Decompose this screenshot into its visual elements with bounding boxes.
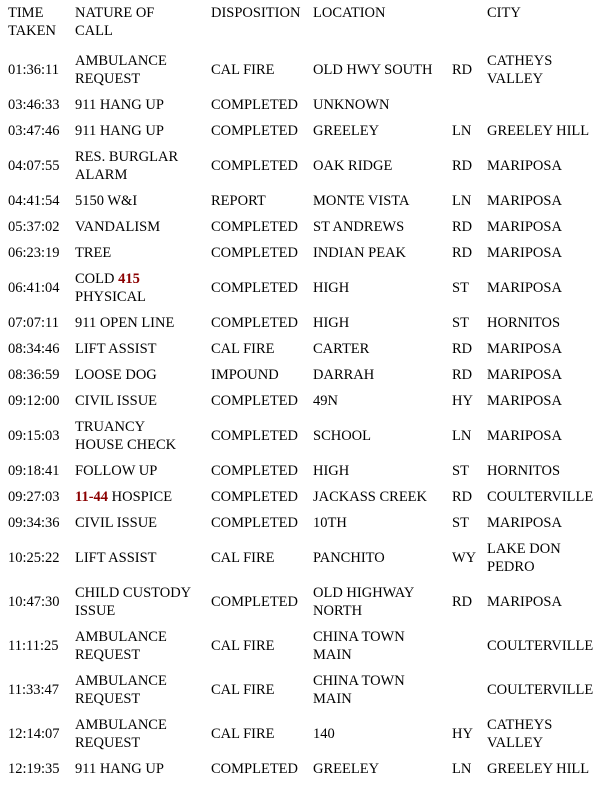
call-city: [487, 118, 614, 144]
call-street-suffix: RD: [452, 245, 473, 261]
call-city-text: MARIPOSA: [487, 280, 562, 296]
call-nature-text: REQUEST: [75, 691, 141, 707]
header-time-line2: TAKEN: [8, 23, 56, 39]
call-city-text: COULTERVILLE: [487, 489, 594, 505]
table-row: [0, 48, 614, 92]
call-location: [313, 144, 452, 188]
header-suffix: [452, 4, 487, 48]
call-street-suffix: HY: [452, 393, 473, 409]
table-row: [0, 668, 614, 712]
call-city: [487, 188, 614, 214]
call-location-text: MAIN: [313, 647, 352, 663]
call-location-text: NORTH: [313, 603, 363, 619]
call-time: 09:34:36: [8, 515, 60, 531]
call-location-text: MONTE VISTA: [313, 193, 410, 209]
call-nature-text: PHYSICAL: [75, 289, 146, 305]
call-nature-text: COLD: [75, 271, 119, 287]
call-city-text: VALLEY: [487, 71, 544, 87]
call-city: [487, 48, 614, 92]
call-nature-text: CIVIL ISSUE: [75, 393, 158, 409]
call-street-suffix: ST: [452, 463, 469, 479]
table-row: [0, 712, 614, 756]
call-street-suffix: RD: [452, 62, 473, 78]
call-street-suffix: LN: [452, 123, 472, 139]
call-time: 10:47:30: [8, 594, 60, 610]
call-nature-text: AMBULANCE: [75, 53, 167, 69]
call-nature-text: AMBULANCE: [75, 717, 167, 733]
table-row: [0, 362, 614, 388]
call-time: 03:47:46: [8, 123, 60, 139]
call-disposition: COMPLETED: [211, 158, 298, 174]
call-street-suffix: [452, 624, 487, 668]
call-disposition: COMPLETED: [211, 594, 298, 610]
call-city: [487, 624, 614, 668]
call-location: [313, 510, 452, 536]
call-nature-text: ALARM: [75, 167, 128, 183]
call-location: [313, 712, 452, 756]
call-nature: [75, 310, 211, 336]
call-city-text: COULTERVILLE: [487, 638, 594, 654]
call-location: [313, 118, 452, 144]
call-nature: [75, 458, 211, 484]
call-location-text: OAK RIDGE: [313, 158, 393, 174]
table-row: [0, 580, 614, 624]
call-nature-text: LIFT ASSIST: [75, 550, 157, 566]
call-location-text: INDIAN PEAK: [313, 245, 407, 261]
call-location: [313, 388, 452, 414]
header-disposition: DISPOSITION: [211, 5, 301, 21]
call-city-text: MARIPOSA: [487, 428, 562, 444]
call-location-text: GREELEY: [313, 123, 380, 139]
call-nature-text: 911 HANG UP: [75, 97, 164, 113]
call-city-text: GREELEY HILL: [487, 123, 590, 139]
table-row: [0, 266, 614, 310]
table-row: [0, 536, 614, 580]
call-nature-text: CIVIL ISSUE: [75, 515, 158, 531]
call-city: [487, 214, 614, 240]
call-city-text: GREELEY HILL: [487, 761, 590, 777]
call-city: [487, 580, 614, 624]
call-nature: [75, 388, 211, 414]
header-row: [0, 4, 614, 48]
call-location-text: UNKNOWN: [313, 97, 390, 113]
call-disposition: COMPLETED: [211, 219, 298, 235]
call-log-table: [0, 4, 614, 782]
call-city: [487, 414, 614, 458]
call-disposition: COMPLETED: [211, 489, 298, 505]
call-time: 08:36:59: [8, 367, 60, 383]
call-street-suffix: [452, 668, 487, 712]
call-city-text: MARIPOSA: [487, 367, 562, 383]
call-disposition: CAL FIRE: [211, 682, 275, 698]
call-location-text: SCHOOL: [313, 428, 372, 444]
call-city-text: PEDRO: [487, 559, 535, 575]
call-location: [313, 756, 452, 782]
call-city: [487, 510, 614, 536]
call-location-text: HIGH: [313, 463, 350, 479]
call-location-text: OLD HWY SOUTH: [313, 62, 433, 78]
call-city: [487, 240, 614, 266]
call-nature: [75, 266, 211, 310]
call-time: 04:41:54: [8, 193, 60, 209]
call-nature: [75, 336, 211, 362]
table-row: [0, 188, 614, 214]
call-city-text: MARIPOSA: [487, 219, 562, 235]
call-city: [487, 536, 614, 580]
call-street-suffix: [452, 92, 487, 118]
call-city-text: MARIPOSA: [487, 341, 562, 357]
call-nature-text: CHILD CUSTODY: [75, 585, 192, 601]
call-log: [0, 4, 614, 794]
table-row: [0, 458, 614, 484]
header-location: LOCATION: [313, 5, 386, 21]
header-nature-line2: CALL: [75, 23, 113, 39]
call-city: [487, 484, 614, 510]
table-row: [0, 388, 614, 414]
call-location: [313, 188, 452, 214]
call-time: 03:46:33: [8, 97, 60, 113]
call-disposition: COMPLETED: [211, 245, 298, 261]
call-nature-text: 911 HANG UP: [75, 761, 164, 777]
call-disposition: REPORT: [211, 193, 266, 209]
call-city-text: CATHEYS: [487, 53, 553, 69]
call-disposition: CAL FIRE: [211, 726, 275, 742]
call-location-text: CHINA TOWN: [313, 673, 405, 689]
call-disposition: COMPLETED: [211, 315, 298, 331]
call-street-suffix: LN: [452, 193, 472, 209]
call-city-text: HORNITOS: [487, 463, 561, 479]
call-time: 08:34:46: [8, 341, 60, 357]
header-nature-line1: NATURE OF: [75, 5, 155, 21]
call-disposition: CAL FIRE: [211, 341, 275, 357]
call-time: 09:18:41: [8, 463, 60, 479]
call-time: 06:41:04: [8, 280, 60, 296]
call-street-suffix: RD: [452, 341, 473, 357]
call-nature: [75, 144, 211, 188]
call-location-text: DARRAH: [313, 367, 375, 383]
call-nature-text: REQUEST: [75, 735, 141, 751]
call-location: [313, 458, 452, 484]
call-disposition: IMPOUND: [211, 367, 279, 383]
call-location: [313, 240, 452, 266]
call-nature-text: LIFT ASSIST: [75, 341, 157, 357]
table-row: [0, 310, 614, 336]
call-city-text: LAKE DON: [487, 541, 561, 557]
call-location-text: GREELEY: [313, 761, 380, 777]
call-location-text: PANCHITO: [313, 550, 385, 566]
call-location: [313, 414, 452, 458]
call-time: 07:07:11: [8, 315, 60, 331]
call-nature: [75, 240, 211, 266]
table-row: [0, 144, 614, 188]
call-nature: [75, 362, 211, 388]
call-disposition: COMPLETED: [211, 123, 298, 139]
call-nature-text: 911 HANG UP: [75, 123, 164, 139]
call-time: 01:36:11: [8, 62, 60, 78]
header-city: CITY: [487, 5, 521, 21]
call-location: [313, 310, 452, 336]
call-time: 09:12:00: [8, 393, 60, 409]
call-location: [313, 484, 452, 510]
call-city-text: MARIPOSA: [487, 393, 562, 409]
call-nature-text: REQUEST: [75, 647, 141, 663]
call-city-text: MARIPOSA: [487, 245, 562, 261]
call-time: 06:23:19: [8, 245, 60, 261]
call-nature: [75, 668, 211, 712]
call-nature-text: AMBULANCE: [75, 673, 167, 689]
call-time: 11:33:47: [8, 682, 60, 698]
call-street-suffix: ST: [452, 315, 469, 331]
call-time: 11:11:25: [8, 638, 59, 654]
call-location-text: CHINA TOWN: [313, 629, 405, 645]
call-street-suffix: RD: [452, 489, 473, 505]
call-location: [313, 624, 452, 668]
call-location: [313, 48, 452, 92]
call-nature: [75, 48, 211, 92]
call-city: [487, 310, 614, 336]
call-nature: [75, 118, 211, 144]
call-nature: [75, 536, 211, 580]
call-location-text: CARTER: [313, 341, 370, 357]
call-time: 12:14:07: [8, 726, 60, 742]
header-nature: [75, 4, 211, 48]
call-location-text: MAIN: [313, 691, 352, 707]
table-row: [0, 624, 614, 668]
call-nature: [75, 580, 211, 624]
table-row: [0, 214, 614, 240]
call-street-suffix: HY: [452, 726, 473, 742]
call-location-text: HIGH: [313, 280, 350, 296]
call-location: [313, 580, 452, 624]
call-disposition: CAL FIRE: [211, 550, 275, 566]
call-city: [487, 266, 614, 310]
call-city: [487, 668, 614, 712]
call-nature-text: 911 OPEN LINE: [75, 315, 175, 331]
call-nature: [75, 484, 211, 510]
table-row: [0, 118, 614, 144]
call-disposition: CAL FIRE: [211, 62, 275, 78]
call-street-suffix: RD: [452, 158, 473, 174]
call-log-body: [0, 48, 614, 782]
call-location: [313, 362, 452, 388]
call-nature-text: LOOSE DOG: [75, 367, 157, 383]
call-nature-text: REQUEST: [75, 71, 141, 87]
call-disposition: COMPLETED: [211, 761, 298, 777]
call-city: [487, 336, 614, 362]
call-nature-text: 5150 W&I: [75, 193, 138, 209]
call-nature: [75, 712, 211, 756]
call-code: 415: [118, 271, 140, 287]
call-city-text: COULTERVILLE: [487, 682, 594, 698]
call-location-text: JACKASS CREEK: [313, 489, 428, 505]
table-row: [0, 240, 614, 266]
call-nature-text: VANDALISM: [75, 219, 161, 235]
call-code: 11-44: [75, 489, 109, 505]
call-city-text: VALLEY: [487, 735, 544, 751]
call-nature-text: AMBULANCE: [75, 629, 167, 645]
call-location-text: 10TH: [313, 515, 347, 531]
call-street-suffix: RD: [452, 219, 473, 235]
call-disposition: CAL FIRE: [211, 638, 275, 654]
table-row: [0, 92, 614, 118]
call-nature-text: TREE: [75, 245, 112, 261]
call-time: 05:37:02: [8, 219, 60, 235]
call-city: [487, 712, 614, 756]
header-time: [0, 4, 75, 48]
call-location: [313, 336, 452, 362]
call-location: [313, 92, 452, 118]
call-disposition: COMPLETED: [211, 463, 298, 479]
call-disposition: COMPLETED: [211, 515, 298, 531]
call-location: [313, 214, 452, 240]
call-nature: [75, 414, 211, 458]
call-disposition: COMPLETED: [211, 393, 298, 409]
call-city: [487, 92, 614, 118]
call-location-text: ST ANDREWS: [313, 219, 405, 235]
call-city-text: MARIPOSA: [487, 594, 562, 610]
call-street-suffix: LN: [452, 761, 472, 777]
call-location: [313, 536, 452, 580]
table-row: [0, 510, 614, 536]
table-row: [0, 756, 614, 782]
call-nature-text: TRUANCY: [75, 419, 146, 435]
call-street-suffix: WY: [452, 550, 477, 566]
table-row: [0, 336, 614, 362]
call-nature: [75, 214, 211, 240]
table-row: [0, 414, 614, 458]
call-city: [487, 144, 614, 188]
call-city-text: MARIPOSA: [487, 515, 562, 531]
call-nature-text: FOLLOW UP: [75, 463, 158, 479]
call-time: 04:07:55: [8, 158, 60, 174]
call-disposition: COMPLETED: [211, 428, 298, 444]
call-city-text: MARIPOSA: [487, 158, 562, 174]
call-city: [487, 388, 614, 414]
call-nature-text: ISSUE: [75, 603, 116, 619]
call-location-text: HIGH: [313, 315, 350, 331]
call-nature-text: HOSPICE: [108, 489, 173, 505]
header-time-line1: TIME: [8, 5, 44, 21]
call-city-text: MARIPOSA: [487, 193, 562, 209]
call-city-text: CATHEYS: [487, 717, 553, 733]
call-street-suffix: ST: [452, 280, 469, 296]
call-city: [487, 756, 614, 782]
call-city: [487, 458, 614, 484]
call-city-text: HORNITOS: [487, 315, 561, 331]
call-nature: [75, 510, 211, 536]
call-time: 12:19:35: [8, 761, 60, 777]
call-time: 09:27:03: [8, 489, 60, 505]
call-nature: [75, 624, 211, 668]
call-time: 09:15:03: [8, 428, 60, 444]
call-location-text: OLD HIGHWAY: [313, 585, 415, 601]
call-nature-text: HOUSE CHECK: [75, 437, 177, 453]
call-location: [313, 266, 452, 310]
call-disposition: COMPLETED: [211, 280, 298, 296]
call-nature: [75, 92, 211, 118]
table-row: [0, 484, 614, 510]
call-street-suffix: RD: [452, 594, 473, 610]
call-location-text: 49N: [313, 393, 338, 409]
call-disposition: COMPLETED: [211, 97, 298, 113]
call-location-text: 140: [313, 726, 335, 742]
call-street-suffix: LN: [452, 428, 472, 444]
call-street-suffix: RD: [452, 367, 473, 383]
call-city: [487, 362, 614, 388]
call-time: 10:25:22: [8, 550, 60, 566]
call-street-suffix: ST: [452, 515, 469, 531]
call-nature: [75, 756, 211, 782]
call-location: [313, 668, 452, 712]
call-nature-text: RES. BURGLAR: [75, 149, 179, 165]
call-nature: [75, 188, 211, 214]
